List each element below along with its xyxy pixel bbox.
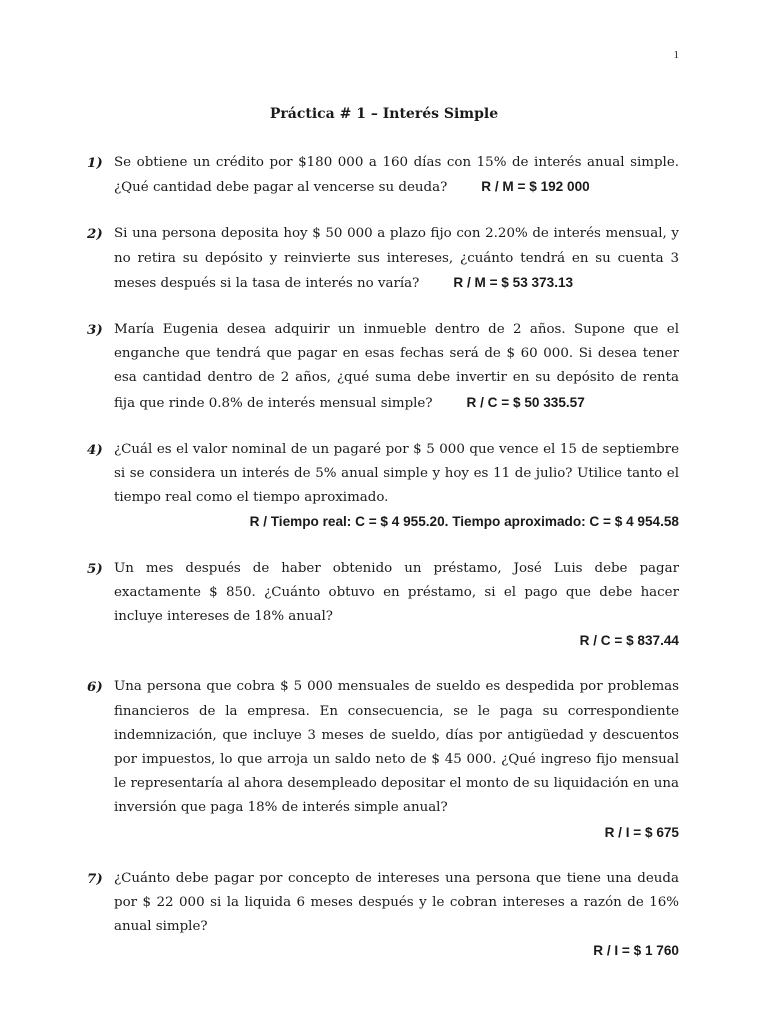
problem-item — [87, 557, 679, 654]
problem-statement: Una persona que cobra $ 5 000 mensuales de sueldo es despedida por problemas financieros de la empresa. En consecuencia, se le paga su correspondiente indemnización, que incluye 3 meses de sueldo, días por antigüedad y descuentos por impuestos, lo que arroja un saldo neto de $ 45 000. ¿Qué ingreso fijo mensual le representaría al ahora desempleado depositar el monto de su liquidación en una inversión que paga 18% de interés simple anual? — [114, 679, 679, 816]
problem-item — [87, 318, 679, 416]
problem-answer: R / I = $ 1 760 — [593, 943, 679, 959]
problem-item — [87, 222, 679, 296]
problem-number: 6) — [87, 679, 103, 696]
problem-item — [87, 675, 679, 844]
problem-number: 3) — [87, 322, 103, 339]
problem-number: 4) — [87, 441, 103, 458]
problem-statement: Un mes después de haber obtenido un préstamo, José Luis debe pagar exactamente $ 850. ¿Cuánto obtuvo en préstamo, si el pago que debe hacer incluye intereses de 18% anual? — [114, 560, 679, 625]
problem-number: 5) — [87, 560, 103, 577]
problem-statement: Si una persona deposita hoy $ 50 000 a plazo fijo con 2.20% de interés mensual, y no retira su depósito y reinvierte sus intereses, ¿cuánto tendrá en su cuenta 3 meses después si la tasa de interés no varía? — [114, 226, 679, 291]
problem-text — [114, 222, 679, 296]
page-title: Práctica # 1 – Interés Simple — [269, 106, 499, 122]
problem-statement: ¿Cuánto debe pagar por concepto de intereses una persona que tiene una deuda por $ 22 000 si la liquida 6 meses después y le cobran intereses a razón de 16% anual simple? — [114, 870, 679, 935]
problem-answer: R / I = $ 675 — [604, 824, 679, 840]
page-number: 1 — [673, 49, 679, 61]
problem-text — [114, 151, 679, 200]
problem-number: 2) — [87, 226, 103, 243]
problem-list — [87, 151, 679, 964]
problem-item — [87, 151, 679, 200]
problem-text — [114, 318, 679, 416]
problem-answer: R / M = $ 53 373.13 — [453, 274, 574, 290]
problem-number: 7) — [87, 870, 103, 887]
problem-statement: María Eugenia desea adquirir un inmueble dentro de 2 años. Supone que el enganche que tendrá que pagar en esas fechas será de $ 60 000. Si desea tener esa cantidad dentro de 2 años, ¿qué suma debe invertir en su depósito de renta fija que rinde 0.8% de interés mensual simple? — [114, 322, 679, 411]
problem-statement: ¿Cuál es el valor nominal de un pagaré por $ 5 000 que vence el 15 de septiembre si se considera un interés de 5% anual simple y hoy es 11 de julio? Utilice tanto el tiempo real como el tiempo aproximado. — [114, 441, 679, 506]
problem-statement: Se obtiene un crédito por $180 000 a 160 días con 15% de interés anual simple. ¿Qué cantidad debe pagar al vencerse su deuda? — [114, 155, 679, 196]
problem-answer: R / Tiempo real: C = $ 4 955.20. Tiempo aproximado: C = $ 4 954.58 — [249, 514, 679, 530]
problem-item — [87, 438, 679, 535]
problem-item — [87, 867, 679, 964]
problem-answer: R / M = $ 192 000 — [481, 179, 590, 195]
problem-number: 1) — [87, 155, 103, 171]
problem-answer: R / C = $ 50 335.57 — [466, 394, 585, 410]
problem-answer: R / C = $ 837.44 — [579, 633, 679, 649]
